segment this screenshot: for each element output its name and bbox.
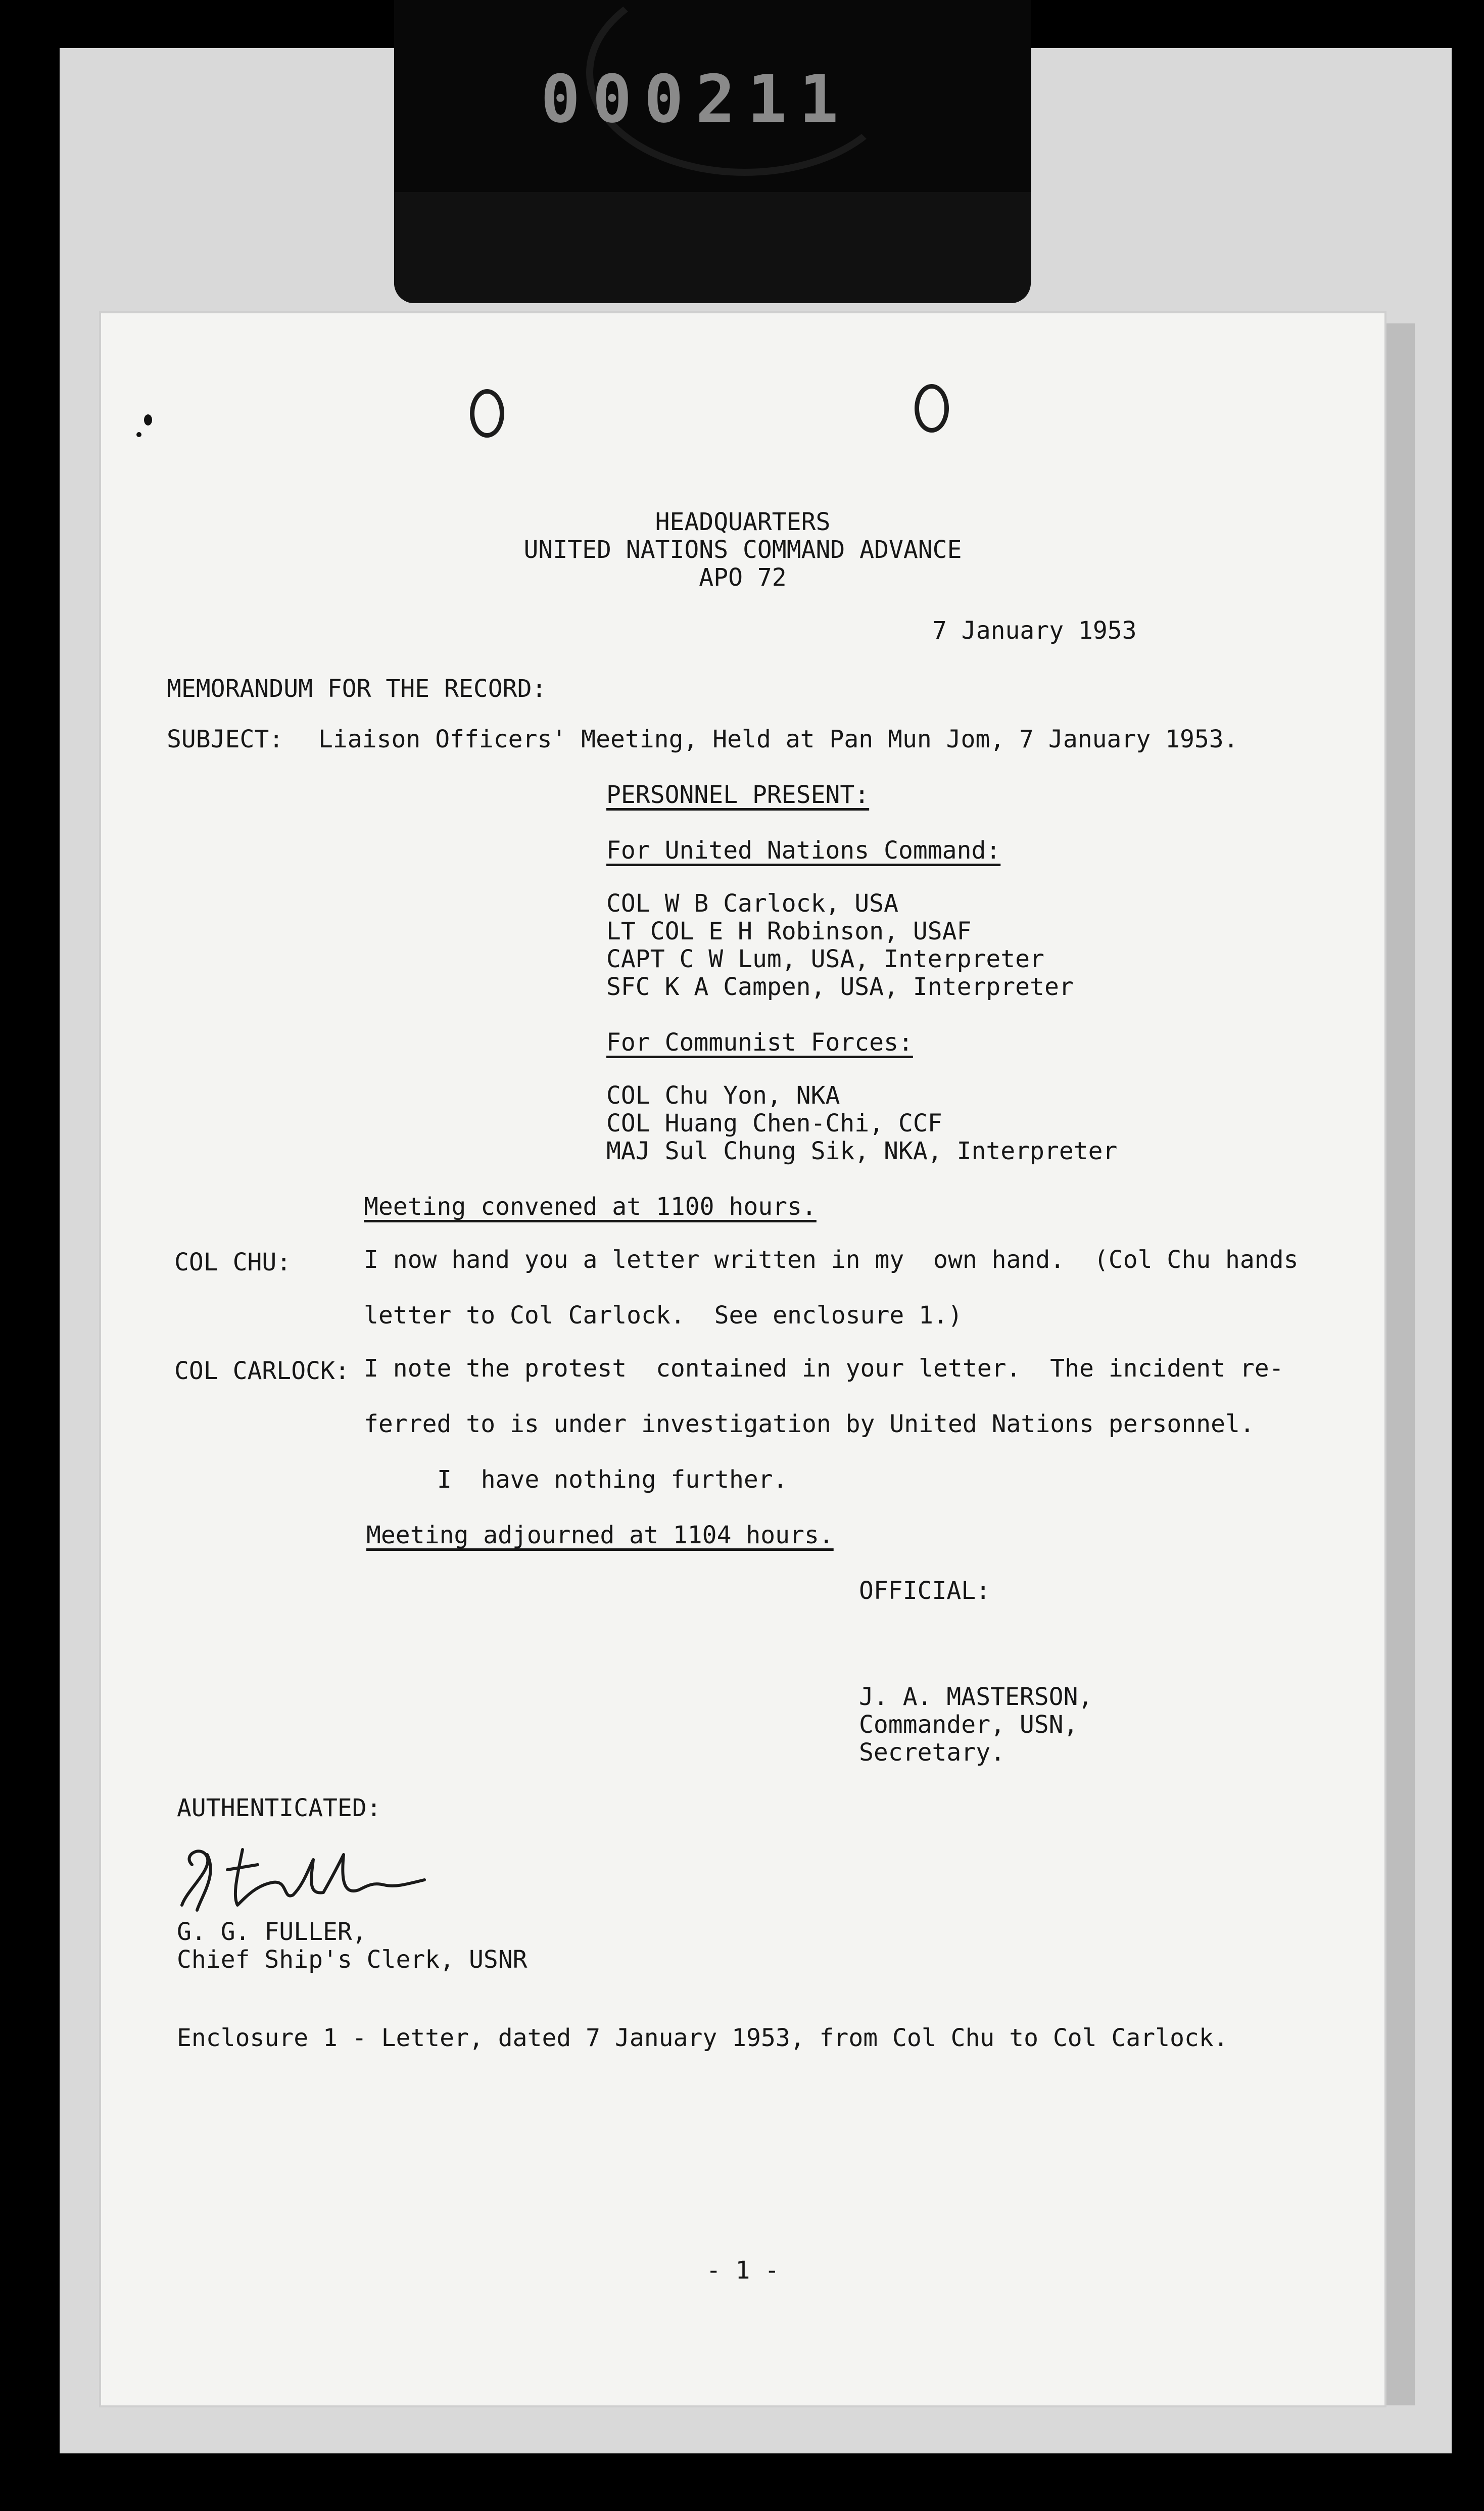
- personnel-heading: PERSONNEL PRESENT:: [606, 781, 870, 809]
- carlock-statement-line: ferred to is under investigation by United Nations personnel.: [364, 1410, 1255, 1438]
- communist-member: MAJ Sul Chung Sik, NKA, Interpreter: [606, 1137, 1118, 1165]
- official-name: J. A. MASTERSON,: [859, 1683, 1093, 1711]
- punch-hole-left: [470, 389, 504, 438]
- official-rank: Commander, USN,: [859, 1711, 1078, 1739]
- unc-member: COL W B Carlock, USA: [606, 889, 898, 918]
- communist-member: COL Chu Yon, NKA: [606, 1081, 840, 1110]
- speaker-chu-label: COL CHU:: [174, 1248, 292, 1276]
- header-line-2: UNITED NATIONS COMMAND ADVANCE: [523, 536, 962, 564]
- authenticator-name: G. G. FULLER,: [177, 1918, 367, 1946]
- speck-mark: [144, 414, 152, 425]
- subject-text: Liaison Officers' Meeting, Held at Pan Mun Jom, 7 January 1953.: [318, 725, 1238, 753]
- frame-counter-device: [394, 0, 1031, 303]
- meeting-convened: Meeting convened at 1100 hours.: [364, 1193, 817, 1221]
- official-label: OFFICIAL:: [859, 1577, 991, 1605]
- memo-date: 7 January 1953: [932, 617, 1137, 645]
- unc-heading: For United Nations Command:: [606, 836, 1001, 865]
- chu-statement-line: I now hand you a letter written in my own hand. (Col Chu hands: [364, 1246, 1299, 1274]
- memo-label: MEMORANDUM FOR THE RECORD:: [167, 675, 547, 703]
- handwritten-signature: [172, 1834, 435, 1915]
- unc-member: LT COL E H Robinson, USAF: [606, 917, 972, 945]
- unc-member: CAPT C W Lum, USA, Interpreter: [606, 945, 1044, 973]
- punch-hole-right: [915, 384, 949, 433]
- carlock-statement-line: I note the protest contained in your letter. The incident re-: [364, 1354, 1284, 1383]
- memo-page: [101, 313, 1384, 2405]
- official-title: Secretary.: [859, 1738, 1005, 1767]
- frame-counter: 000211: [541, 61, 851, 137]
- carlock-statement-line: I have nothing further.: [437, 1465, 788, 1494]
- authenticator-title: Chief Ship's Clerk, USNR: [177, 1946, 528, 1974]
- page-edge-shadow: [1384, 323, 1415, 2405]
- meeting-adjourned: Meeting adjourned at 1104 hours.: [366, 1521, 834, 1549]
- counter-base: [394, 192, 1031, 303]
- page-number: - 1 -: [706, 2256, 780, 2285]
- authenticated-label: AUTHENTICATED:: [177, 1794, 381, 1822]
- enclosure-note: Enclosure 1 - Letter, dated 7 January 1953, from Col Chu to Col Carlock.: [177, 2024, 1228, 2052]
- communist-heading: For Communist Forces:: [606, 1028, 913, 1057]
- header-line-1: HEADQUARTERS: [655, 508, 831, 536]
- subject-label: SUBJECT:: [167, 725, 284, 753]
- chu-statement-line: letter to Col Carlock. See enclosure 1.): [364, 1301, 963, 1330]
- communist-member: COL Huang Chen-Chi, CCF: [606, 1109, 942, 1138]
- unc-member: SFC K A Campen, USA, Interpreter: [606, 973, 1074, 1001]
- header-line-3: APO 72: [699, 563, 787, 592]
- speck-mark: [136, 432, 141, 437]
- speaker-carlock-label: COL CARLOCK:: [174, 1357, 350, 1385]
